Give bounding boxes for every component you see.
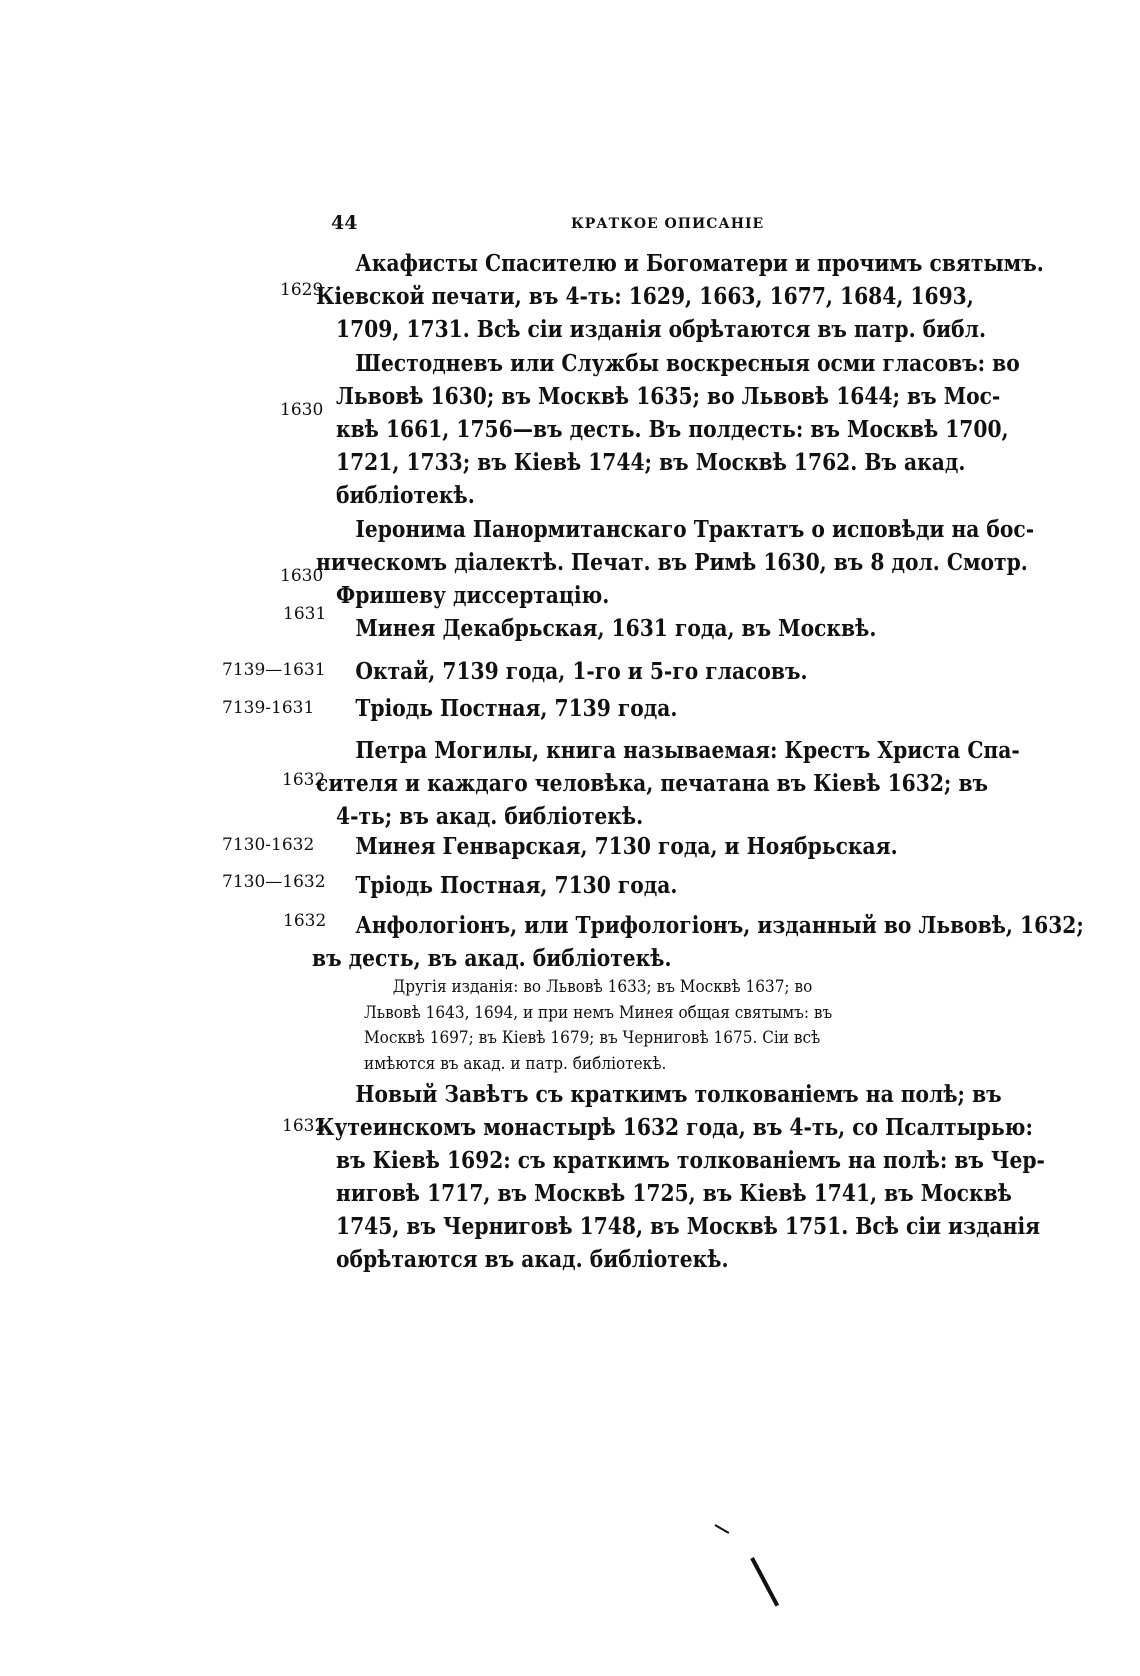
margin-year: 7130—1632 bbox=[222, 872, 326, 892]
entry-line: Октай, 7139 года, 1-го и 5-го гласовъ. bbox=[355, 658, 808, 685]
page-number: 44 bbox=[331, 212, 358, 234]
entry-line: Минея Генварская, 7130 года, и Ноябрьская. bbox=[355, 833, 898, 860]
entry-line: Тріодь Постная, 7130 года. bbox=[355, 872, 678, 899]
note-line: Львовѣ 1643, 1694, и при немъ Минея общая святымъ: въ bbox=[364, 1002, 833, 1023]
entry-line: Новый Завѣтъ съ краткимъ толкованіемъ на полѣ; въ bbox=[355, 1081, 1002, 1108]
entry-line: Іеронима Панормитанскаго Трактатъ о исповѣди на бос- bbox=[355, 516, 1035, 543]
footnote bbox=[336, 975, 956, 1077]
entry-line: библіотекѣ. bbox=[336, 482, 475, 509]
entry-line: Тріодь Постная, 7139 года. bbox=[355, 695, 678, 722]
note-line: имѣются въ акад. и патр. библіотекѣ. bbox=[364, 1053, 667, 1074]
entry-line: сителя и каждаго человѣка, печатана въ Кіевѣ 1632; въ bbox=[316, 770, 989, 797]
entry-line: обрѣтаются въ акад. библіотекѣ. bbox=[336, 1246, 729, 1273]
margin-year: 1632 bbox=[282, 770, 326, 790]
margin-year: 1632 bbox=[283, 911, 327, 931]
margin-year: 7139—1631 bbox=[222, 660, 326, 680]
margin-year: 1632 bbox=[282, 1116, 326, 1136]
entry-line: Шестодневъ или Службы воскресныя осми гласовъ: во bbox=[355, 350, 1020, 377]
note-line: Другія изданія: во Львовѣ 1633; въ Москвѣ 1637; во bbox=[392, 977, 813, 997]
margin-year: 1630 bbox=[280, 400, 324, 420]
note-line: Москвѣ 1697; въ Кіевѣ 1679; въ Черниговѣ 1675. Сіи всѣ bbox=[364, 1028, 821, 1048]
entry-line: Кіевской печати, въ 4-ть: 1629, 1663, 1677, 1684, 1693, bbox=[316, 283, 974, 310]
entry-line: 1745, въ Черниговѣ 1748, въ Москвѣ 1751. Всѣ сіи изданія bbox=[336, 1213, 1041, 1240]
margin-year: 1631 bbox=[283, 604, 327, 624]
entry-line: въ Кіевѣ 1692: съ краткимъ толкованіемъ на полѣ: въ Чер- bbox=[336, 1147, 1045, 1174]
entry-line: 4-ть; въ акад. библіотекѣ. bbox=[336, 803, 644, 830]
entry-line: ническомъ діалектѣ. Печат. въ Римѣ 1630, въ 8 дол. Смотр. bbox=[316, 549, 1028, 576]
scan-mark bbox=[715, 1524, 730, 1534]
margin-year: 1629 bbox=[280, 280, 324, 300]
margin-year: 1630 bbox=[280, 566, 324, 586]
entry-line: ниговѣ 1717, въ Москвѣ 1725, въ Кіевѣ 1741, въ Москвѣ bbox=[336, 1180, 1012, 1207]
entry-line: Фришеву диссертацію. bbox=[336, 582, 610, 609]
entry-line: Львовѣ 1630; въ Москвѣ 1635; во Львовѣ 1644; въ Мос- bbox=[336, 383, 1001, 410]
scan-mark bbox=[750, 1557, 779, 1607]
entry-line: въ десть, въ акад. библіотекѣ. bbox=[312, 945, 672, 972]
margin-year: 7130-1632 bbox=[222, 835, 315, 855]
entry-line: Акафисты Спасителю и Богоматери и прочимъ святымъ. bbox=[355, 250, 1044, 277]
margin-year: 7139-1631 bbox=[222, 698, 315, 718]
entry-line: 1721, 1733; въ Кіевѣ 1744; въ Москвѣ 1762. Въ акад. bbox=[336, 449, 966, 476]
entry-line: Петра Могилы, книга называемая: Крестъ Христа Спа- bbox=[355, 737, 1020, 764]
running-head: КРАТКОЕ ОПИСАНІЕ bbox=[571, 216, 765, 232]
entry-line: Кутеинскомъ монастырѣ 1632 года, въ 4-ть, со Псалтырью: bbox=[316, 1114, 1033, 1141]
entry-line: Анфологіонъ, или Трифологіонъ, изданный во Львовѣ, 1632; bbox=[355, 912, 1084, 939]
entry-line: квѣ 1661, 1756—въ десть. Въ полдесть: въ Москвѣ 1700, bbox=[336, 416, 1009, 443]
entry-line: Минея Декабрьская, 1631 года, въ Москвѣ. bbox=[355, 615, 877, 642]
entry-line: 1709, 1731. Всѣ сіи изданія обрѣтаются въ патр. библ. bbox=[336, 316, 987, 343]
